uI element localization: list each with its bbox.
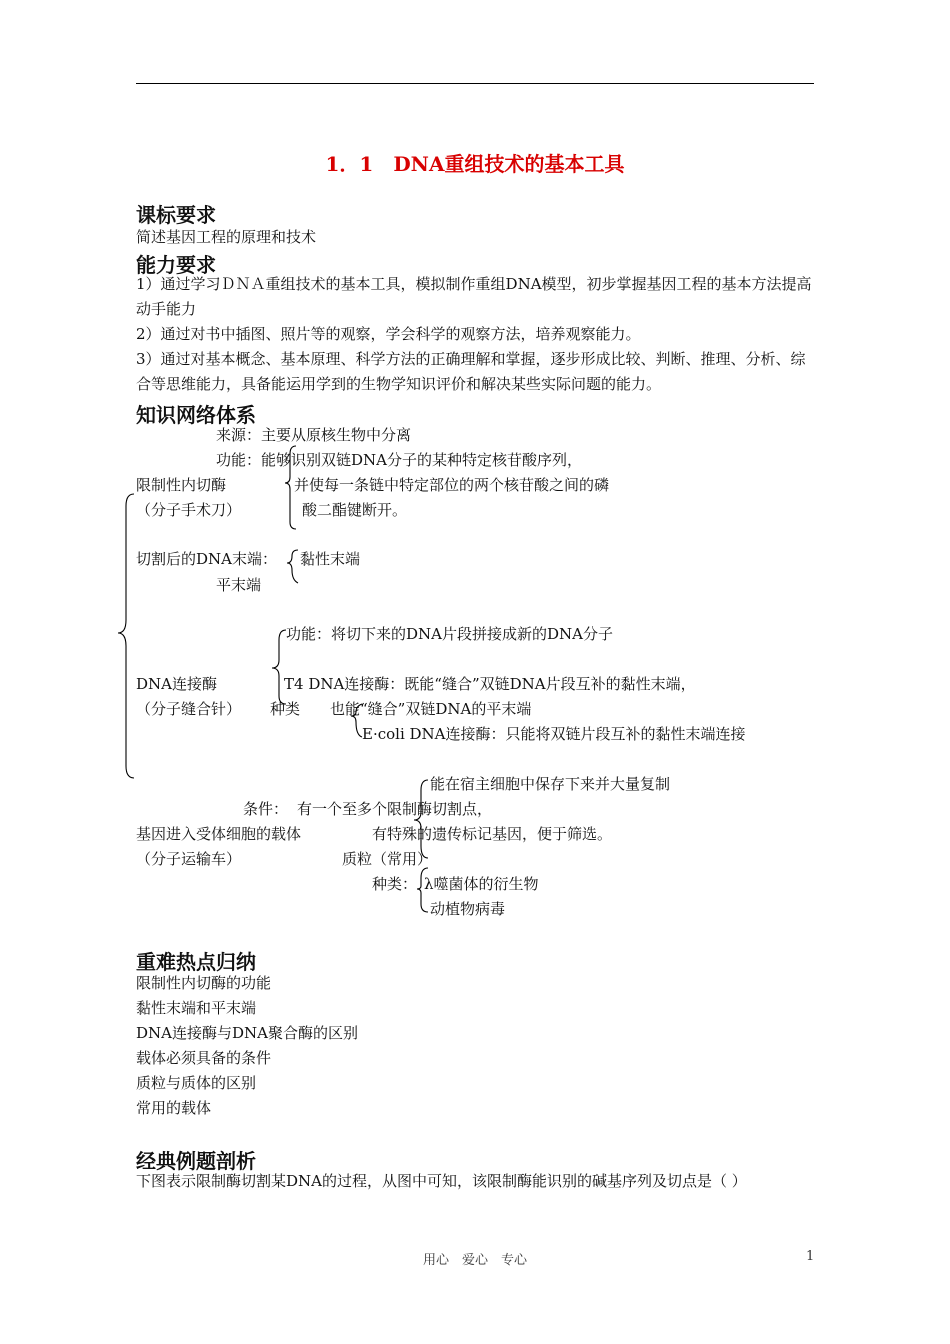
- net-t4: T4 DNA连接酶：既能“缝合”双链DNA片段互补的黏性末端，: [284, 675, 696, 693]
- key-point-4: 载体必须具备的条件: [136, 1049, 272, 1067]
- net-function3: 酸二酯键断开。: [302, 501, 408, 519]
- net-cond3: 有特殊的遗传标记基因，便于筛选。: [372, 825, 613, 843]
- brace-ends: [287, 550, 298, 583]
- net-ecoli: E·coli DNA连接酶：只能将双链片段互补的黏性末端连接: [362, 725, 746, 743]
- net-enzyme: 限制性内切酶: [136, 476, 227, 494]
- net-ligase-function: 功能：将切下来的DNA片段拼接成新的DNA分子: [286, 625, 613, 643]
- net-phage: λ噬菌体的衍生物: [424, 875, 539, 893]
- net-vector: 基因进入受体细胞的载体: [136, 825, 302, 843]
- net-cond-label: 条件：: [243, 800, 289, 818]
- net-ligase-alias: （分子缝合针）: [136, 700, 242, 718]
- brace-plasmid: [417, 868, 428, 912]
- ability-item-3: 3）通过对基本概念、基本原理、科学方法的正确理解和掌握，逐步形成比较、判断、推理、分析、综合等思维能力，具备能运用学到的生物学知识评价和解决某些实际问题的能力。: [136, 350, 806, 393]
- key-point-5: 质粒与质体的区别: [136, 1074, 257, 1092]
- page-number: 1: [806, 1249, 815, 1264]
- net-function1: 功能：能够识别双链DNA分子的某种特定核苷酸序列，: [216, 451, 582, 469]
- heading-examples: 经典例题剖析: [136, 1149, 256, 1173]
- footer-motto: 用心 爱心 专心: [422, 1253, 527, 1268]
- example-text: 下图表示限制酶切割某DNA的过程，从图中可知，该限制酶能识别的碱基序列及切点是（ ）: [136, 1172, 747, 1190]
- net-function2: 并使每一条链中特定部位的两个核苷酸之间的磷: [294, 476, 610, 494]
- net-cond1: 能在宿主细胞中保存下来并大量复制: [430, 775, 671, 793]
- brace-conditions: [414, 780, 428, 858]
- heading-key-points: 重难热点归纳: [136, 950, 256, 974]
- net-blunt: 平末端: [216, 576, 262, 594]
- net-cond2: 有一个至多个限制酶切割点，: [297, 800, 493, 818]
- net-enzyme-alias: （分子手术刀）: [136, 501, 242, 519]
- key-point-2: 黏性末端和平末端: [136, 999, 257, 1017]
- page-title: 1．1 DNA重组技术的基本工具: [325, 152, 625, 176]
- ability-item-2: 2）通过对书中插图、照片等的观察，学会科学的观察方法，培养观察能力。: [136, 325, 641, 343]
- net-source: 来源：主要从原核生物中分离: [216, 426, 412, 444]
- net-vector-alias: （分子运输车）: [136, 850, 242, 868]
- net-kinds: 种类: [270, 700, 301, 718]
- heading-ability: 能力要求: [136, 253, 216, 277]
- net-kinds2: 种类：: [372, 875, 418, 893]
- net-t4-cont: 也能“缝合”双链DNA的平末端: [330, 700, 532, 718]
- ability-item-1: 1）通过学习ＤＮＡ重组技术的基本工具，模拟制作重组DNA模型，初步掌握基因工程的基本方法提高动手能力: [136, 275, 812, 318]
- net-ends: 切割后的DNA末端：: [136, 550, 277, 568]
- key-point-3: DNA连接酶与DNA聚合酶的区别: [136, 1024, 358, 1042]
- net-plasmid: 质粒（常用）: [342, 850, 433, 868]
- net-ligase: DNA连接酶: [136, 675, 217, 693]
- brace-ligase: [272, 630, 286, 704]
- key-point-1: 限制性内切酶的功能: [136, 974, 272, 992]
- heading-curriculum: 课标要求: [136, 203, 216, 227]
- net-virus: 动植物病毒: [430, 900, 506, 918]
- brace-enzyme: [285, 446, 296, 529]
- curriculum-text: 简述基因工程的原理和技术: [136, 228, 317, 246]
- key-point-6: 常用的载体: [136, 1099, 212, 1117]
- brace-kinds: [351, 704, 362, 737]
- brace-main: [118, 494, 134, 778]
- net-sticky: 黏性末端: [300, 550, 361, 568]
- heading-network: 知识网络体系: [136, 403, 256, 427]
